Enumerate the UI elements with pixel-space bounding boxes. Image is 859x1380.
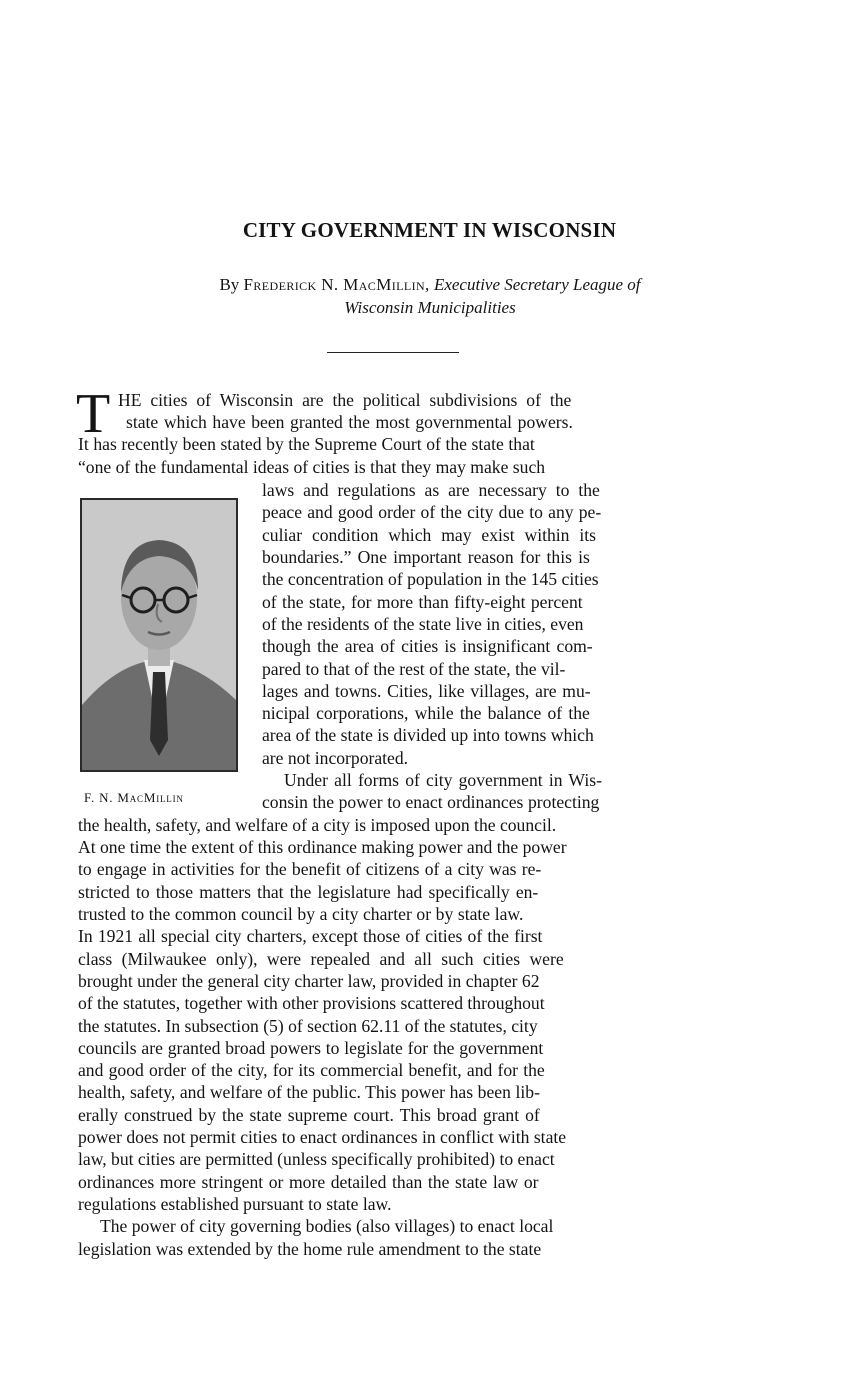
text-line: regulations established pursuant to state law.: [78, 1194, 392, 1214]
drop-cap: T: [76, 383, 111, 445]
text-line: area of the state is divided up into towns which: [262, 725, 594, 745]
text-line: ordinances more stringent or more detailed than the state law or: [78, 1172, 539, 1192]
text-line: Under all forms of city government in Wis-: [284, 770, 602, 790]
portrait-image: [82, 500, 236, 770]
text-line: nicipal corporations, while the balance of the: [262, 703, 590, 723]
text-line: brought under the general city charter law, provided in chapter 62: [78, 971, 540, 991]
byline-role: Executive Secretary League of: [433, 275, 641, 294]
text-line: trusted to the common council by a city charter or by state law.: [78, 904, 524, 924]
text-line: of the residents of the state live in cities, even: [262, 614, 584, 634]
title-rule: [327, 352, 459, 353]
text-line: culiar condition which may exist within its: [262, 525, 597, 545]
text-line: At one time the extent of this ordinance making power and the power: [78, 837, 567, 857]
text-line: pared to that of the rest of the state, the vil-: [262, 659, 566, 679]
text-line: power does not permit cities to enact ordinances in conflict with state: [78, 1127, 567, 1147]
byline-prefix: By: [219, 275, 240, 294]
text-line: In 1921 all special city charters, except those of cities of the first: [78, 926, 543, 946]
text-line: the concentration of population in the 145 cities: [262, 569, 599, 589]
text-line: class (Milwaukee only), were repealed and all such cities were: [78, 949, 564, 969]
byline-role-continued: Wisconsin Municipalities: [344, 298, 516, 317]
text-line: consin the power to enact ordinances protecting: [262, 792, 600, 812]
text-line: the statutes. In subsection (5) of section 62.11 of the statutes, city: [78, 1016, 538, 1036]
text-line: “one of the fundamental ideas of cities is that they may make such: [78, 457, 546, 477]
text-line: the health, safety, and welfare of a city is imposed upon the council.: [78, 815, 557, 835]
text-line: though the area of cities is insignificant com-: [262, 636, 593, 656]
photo-caption: F. N. MacMillin: [84, 790, 184, 805]
text-line: It has recently been stated by the Supreme Court of the state that: [78, 434, 535, 454]
text-line: stricted to those matters that the legislature had specifically en-: [78, 882, 539, 902]
text-line: of the statutes, together with other provisions scattered throughout: [78, 993, 545, 1013]
text-line: law, but cities are permitted (unless specifically prohibited) to enact: [78, 1149, 555, 1169]
byline: [90, 273, 770, 319]
text-line: laws and regulations as are necessary to the: [262, 480, 600, 500]
text-line: to engage in activities for the benefit of citizens of a city was re-: [78, 859, 542, 879]
text-line: legislation was extended by the home rule amendment to the state: [78, 1239, 542, 1259]
text-line: of the state, for more than fifty-eight percent: [262, 592, 583, 612]
text-line: boundaries.” One important reason for this is: [262, 547, 590, 567]
article-title: CITY GOVERNMENT IN WISCONSIN: [242, 218, 617, 242]
text-line: and good order of the city, for its commercial benefit, and for the: [78, 1060, 545, 1080]
text-line: erally construed by the state supreme court. This broad grant of: [78, 1105, 540, 1125]
text-line: HE cities of Wisconsin are the political subdivisions of the: [118, 390, 572, 410]
byline-author: Frederick N. MacMillin,: [243, 275, 430, 294]
text-line: The power of city governing bodies (also villages) to enact local: [100, 1216, 554, 1236]
text-line: lages and towns. Cities, like villages, are mu-: [262, 681, 591, 701]
text-line: state which have been granted the most governmental powers.: [126, 412, 573, 432]
text-line: peace and good order of the city due to any pe-: [262, 502, 602, 522]
text-line: health, safety, and welfare of the public. This power has been lib-: [78, 1082, 540, 1102]
text-line: are not incorporated.: [262, 748, 409, 768]
text-line: councils are granted broad powers to legislate for the government: [78, 1038, 544, 1058]
author-photo: [80, 498, 238, 772]
